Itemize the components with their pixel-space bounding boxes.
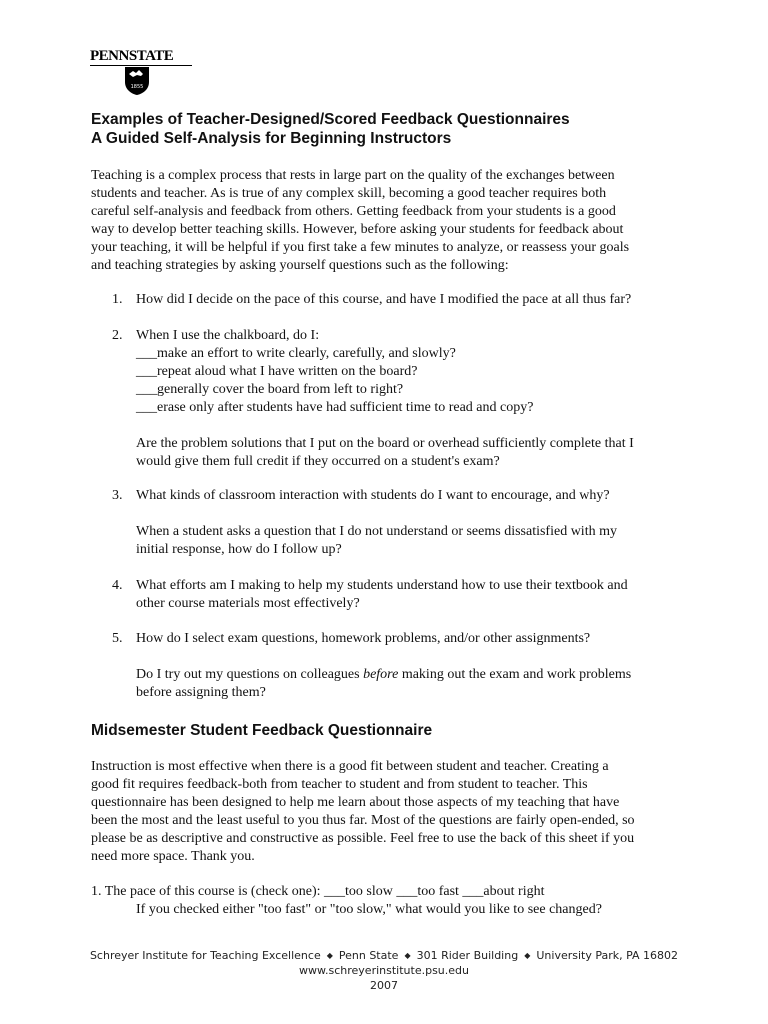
footer-address (0, 948, 768, 963)
checklist-item: ___make an effort to write clearly, carefully, and slowly? (136, 346, 456, 361)
checklist-item: ___generally cover the board from left to right? (136, 382, 404, 397)
midsemester-line: questionnaire has been designed to help me learn about those aspects of my teaching that have (91, 795, 620, 810)
footer-building: 301 Rider Building (416, 949, 519, 962)
intro-line: Teaching is a complex process that rests in large part on the quality of the exchanges between (91, 168, 615, 183)
page-footer (0, 948, 768, 993)
footer-website: www.schreyerinstitute.psu.edu (299, 964, 469, 977)
checklist-item: ___erase only after students have had sufficient time to read and copy? (136, 400, 534, 415)
followup-line: before assigning them? (136, 685, 266, 700)
question-number: 1. (112, 292, 123, 307)
footer-institute: Schreyer Institute for Teaching Excellence (89, 949, 321, 962)
question-text: other course materials most effectively? (136, 596, 360, 611)
intro-line: students and teacher. As is true of any complex skill, becoming a good teacher requires both (91, 186, 607, 201)
diamond-bullet-icon: ◆ (326, 951, 333, 960)
footer-university: Penn State (338, 949, 399, 962)
title-line-1: Examples of Teacher-Designed/Scored Feedback Questionnaires (91, 111, 570, 128)
midsemester-line: been the most and the least useful to you thus far. Most of the questions are fairly open-ended, so (91, 813, 635, 828)
question-text: How do I select exam questions, homework problems, and/or other assignments? (136, 631, 591, 646)
midsemester-line: good fit requires feedback-both from teacher to student and from student to teacher. This (91, 777, 588, 792)
question-text: What efforts am I making to help my students understand how to use their textbook and (136, 578, 628, 593)
logo-wordmark: PENNSTATE (90, 48, 174, 64)
question-number: 4. (112, 578, 123, 593)
followup-line: initial response, how do I follow up? (136, 542, 342, 557)
logo-year: 1855 (130, 84, 144, 90)
intro-line: way to develop better teaching skills. However, before asking your students for feedback about (91, 222, 624, 237)
pace-question (91, 883, 691, 919)
midsemester-line: please be as descriptive and constructive as possible. Feel free to use the back of this sheet if you (91, 831, 635, 846)
midsemester-heading: Midsemester Student Feedback Questionnaire (91, 722, 433, 739)
diamond-bullet-icon: ◆ (404, 951, 411, 960)
intro-line: your teaching, it will be helpful if you first take a few minutes to analyze, or reassess your goals (91, 240, 630, 255)
diamond-bullet-icon: ◆ (524, 951, 531, 960)
page-title (91, 110, 711, 148)
midsemester-paragraph (91, 758, 681, 866)
checklist-item: ___repeat aloud what I have written on the board? (136, 364, 418, 379)
followup-line: Are the problem solutions that I put on the board or overhead sufficiently complete that I (136, 436, 634, 451)
intro-line: careful self-analysis and feedback from others. Getting feedback from your students is a good (91, 204, 616, 219)
midsemester-line: Instruction is most effective when there is a good fit between student and teacher. Creating a (91, 759, 609, 774)
penn-state-logo (90, 48, 194, 96)
intro-paragraph (91, 167, 681, 275)
intro-line: and teaching strategies by asking yourself questions such as the following: (91, 258, 509, 273)
question-number: 2. (112, 328, 123, 343)
followup-line: would give them full credit if they occurred on a student's exam? (136, 454, 500, 469)
question-text: How did I decide on the pace of this course, and have I modified the pace at all thus far? (136, 292, 632, 307)
followup-line: When a student asks a question that I do not understand or seems dissatisfied with my (136, 524, 617, 539)
question-text: When I use the chalkboard, do I: (136, 328, 320, 343)
followup-pre: Do I try out my questions on colleagues (136, 667, 364, 682)
midsemester-line: need more space. Thank you. (91, 849, 255, 864)
followup-emphasis: before (363, 667, 399, 682)
followup-line (136, 666, 696, 684)
title-line-2: A Guided Self-Analysis for Beginning Instructors (91, 130, 452, 147)
question-text: What kinds of classroom interaction with students do I want to encourage, and why? (136, 488, 610, 503)
question-number: 3. (112, 488, 123, 503)
followup-post: making out the exam and work problems (398, 667, 632, 682)
footer-year: 2007 (370, 979, 398, 992)
pace-question-text: 1. The pace of this course is (check one): ___too slow ___too fast ___about right (91, 884, 545, 899)
pace-followup-text: If you checked either "too fast" or "too slow," what would you like to see changed? (136, 902, 602, 917)
footer-city: University Park, PA 16802 (536, 949, 679, 962)
question-number: 5. (112, 631, 123, 646)
shield-icon (124, 66, 150, 96)
